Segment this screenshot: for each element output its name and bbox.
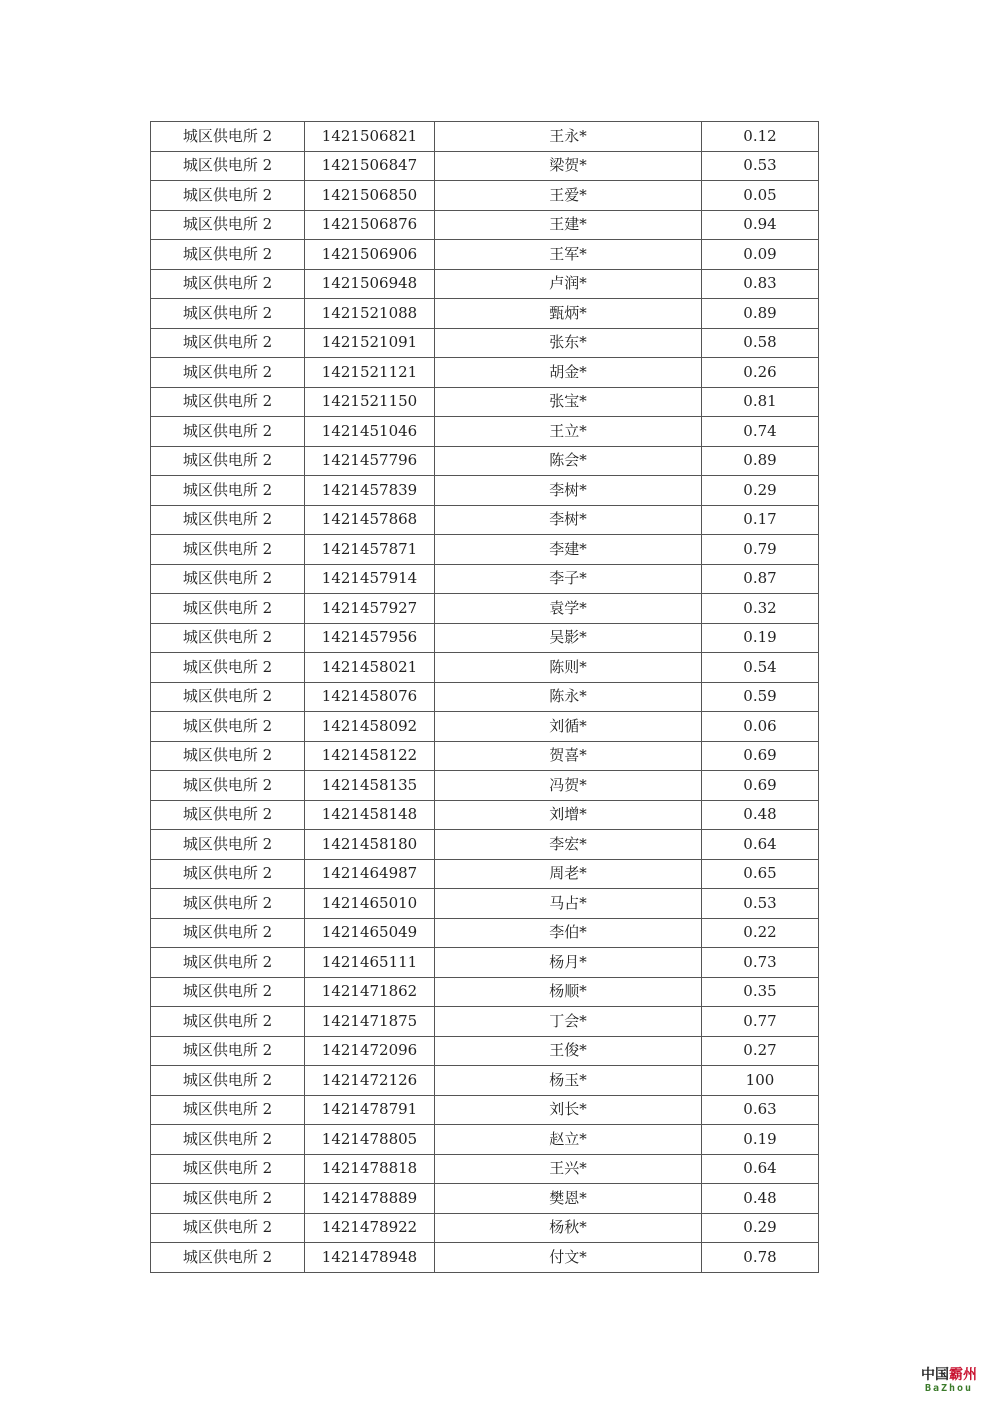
account-number-cell: 1421457868: [305, 505, 435, 535]
amount-cell: 0.94: [702, 210, 819, 240]
customer-name-cell: 王永*: [435, 122, 702, 152]
table-row: [151, 1036, 819, 1066]
amount-cell: 0.32: [702, 594, 819, 624]
station-cell: 城区供电所 2: [151, 269, 305, 299]
account-number-cell: 1421458135: [305, 771, 435, 801]
customer-name-cell: 王俊*: [435, 1036, 702, 1066]
table-row: [151, 918, 819, 948]
station-cell: 城区供电所 2: [151, 299, 305, 329]
customer-name-cell: 冯贺*: [435, 771, 702, 801]
amount-cell: 0.53: [702, 889, 819, 919]
customer-name-cell: 袁学*: [435, 594, 702, 624]
customer-name-cell: 杨月*: [435, 948, 702, 978]
station-cell: 城区供电所 2: [151, 446, 305, 476]
customer-name-cell: 马占*: [435, 889, 702, 919]
station-cell: 城区供电所 2: [151, 594, 305, 624]
station-cell: 城区供电所 2: [151, 800, 305, 830]
table-row: [151, 741, 819, 771]
account-number-cell: 1421457871: [305, 535, 435, 565]
table-row: [151, 476, 819, 506]
watermark-title-bazhou: 霸州: [949, 1367, 977, 1383]
amount-cell: 0.73: [702, 948, 819, 978]
account-number-cell: 1421506821: [305, 122, 435, 152]
table-row: [151, 623, 819, 653]
station-cell: 城区供电所 2: [151, 712, 305, 742]
amount-cell: 0.27: [702, 1036, 819, 1066]
station-cell: 城区供电所 2: [151, 1125, 305, 1155]
amount-cell: 0.48: [702, 800, 819, 830]
table-row: [151, 387, 819, 417]
station-cell: 城区供电所 2: [151, 1154, 305, 1184]
customer-name-cell: 付文*: [435, 1243, 702, 1273]
amount-cell: 0.77: [702, 1007, 819, 1037]
table-row: [151, 1066, 819, 1096]
customer-name-cell: 王兴*: [435, 1154, 702, 1184]
station-cell: 城区供电所 2: [151, 387, 305, 417]
customer-name-cell: 杨秋*: [435, 1213, 702, 1243]
amount-cell: 0.69: [702, 741, 819, 771]
amount-cell: 0.22: [702, 918, 819, 948]
amount-cell: 0.29: [702, 476, 819, 506]
table-row: [151, 1095, 819, 1125]
amount-cell: 0.89: [702, 446, 819, 476]
customer-name-cell: 周老*: [435, 859, 702, 889]
account-number-cell: 1421465049: [305, 918, 435, 948]
account-number-cell: 1421521091: [305, 328, 435, 358]
station-cell: 城区供电所 2: [151, 1213, 305, 1243]
customer-name-cell: 胡金*: [435, 358, 702, 388]
amount-cell: 0.48: [702, 1184, 819, 1214]
table-row: [151, 977, 819, 1007]
account-number-cell: 1421457956: [305, 623, 435, 653]
watermark-title: [914, 1367, 984, 1383]
station-cell: 城区供电所 2: [151, 682, 305, 712]
table-row: [151, 712, 819, 742]
customer-name-cell: 贺喜*: [435, 741, 702, 771]
amount-cell: 0.35: [702, 977, 819, 1007]
table-row: [151, 564, 819, 594]
table-row: [151, 800, 819, 830]
amount-cell: 0.87: [702, 564, 819, 594]
table-row: [151, 682, 819, 712]
customer-name-cell: 刘长*: [435, 1095, 702, 1125]
amount-cell: 0.65: [702, 859, 819, 889]
station-cell: 城区供电所 2: [151, 505, 305, 535]
station-cell: 城区供电所 2: [151, 653, 305, 683]
account-number-cell: 1421458092: [305, 712, 435, 742]
customer-name-cell: 王爱*: [435, 181, 702, 211]
table-row: [151, 653, 819, 683]
customer-name-cell: 王建*: [435, 210, 702, 240]
amount-cell: 0.12: [702, 122, 819, 152]
station-cell: 城区供电所 2: [151, 948, 305, 978]
amount-cell: 0.54: [702, 653, 819, 683]
station-cell: 城区供电所 2: [151, 240, 305, 270]
account-number-cell: 1421464987: [305, 859, 435, 889]
account-number-cell: 1421471875: [305, 1007, 435, 1037]
table-row: [151, 417, 819, 447]
account-number-cell: 1421478948: [305, 1243, 435, 1273]
customer-name-cell: 刘增*: [435, 800, 702, 830]
account-number-cell: 1421478791: [305, 1095, 435, 1125]
station-cell: 城区供电所 2: [151, 1036, 305, 1066]
account-number-cell: 1421457927: [305, 594, 435, 624]
amount-cell: 0.78: [702, 1243, 819, 1273]
station-cell: 城区供电所 2: [151, 328, 305, 358]
amount-cell: 0.09: [702, 240, 819, 270]
table-row: [151, 122, 819, 152]
amount-cell: 0.05: [702, 181, 819, 211]
station-cell: 城区供电所 2: [151, 1007, 305, 1037]
customer-name-cell: 张宝*: [435, 387, 702, 417]
account-number-cell: 1421472126: [305, 1066, 435, 1096]
station-cell: 城区供电所 2: [151, 564, 305, 594]
table-row: [151, 269, 819, 299]
table-row: [151, 859, 819, 889]
table-row: [151, 240, 819, 270]
account-number-cell: 1421478818: [305, 1154, 435, 1184]
account-number-cell: 1421457796: [305, 446, 435, 476]
account-number-cell: 1421458076: [305, 682, 435, 712]
data-table: [150, 121, 819, 1273]
amount-cell: 0.89: [702, 299, 819, 329]
table-row: [151, 1154, 819, 1184]
table-row: [151, 1125, 819, 1155]
customer-name-cell: 刘循*: [435, 712, 702, 742]
table-row: [151, 358, 819, 388]
account-number-cell: 1421521088: [305, 299, 435, 329]
account-number-cell: 1421506850: [305, 181, 435, 211]
table-row: [151, 535, 819, 565]
table-row: [151, 830, 819, 860]
station-cell: 城区供电所 2: [151, 771, 305, 801]
amount-cell: 0.19: [702, 1125, 819, 1155]
amount-cell: 0.19: [702, 623, 819, 653]
amount-cell: 0.79: [702, 535, 819, 565]
customer-name-cell: 王立*: [435, 417, 702, 447]
amount-cell: 0.26: [702, 358, 819, 388]
customer-name-cell: 张东*: [435, 328, 702, 358]
amount-cell: 0.59: [702, 682, 819, 712]
table-row: [151, 299, 819, 329]
station-cell: 城区供电所 2: [151, 918, 305, 948]
station-cell: 城区供电所 2: [151, 210, 305, 240]
customer-name-cell: 李树*: [435, 476, 702, 506]
customer-name-cell: 陈会*: [435, 446, 702, 476]
table-row: [151, 446, 819, 476]
account-number-cell: 1421472096: [305, 1036, 435, 1066]
amount-cell: 0.53: [702, 151, 819, 181]
station-cell: 城区供电所 2: [151, 1184, 305, 1214]
account-number-cell: 1421506906: [305, 240, 435, 270]
account-number-cell: 1421458122: [305, 741, 435, 771]
table-row: [151, 1243, 819, 1273]
station-cell: 城区供电所 2: [151, 859, 305, 889]
customer-name-cell: 赵立*: [435, 1125, 702, 1155]
site-watermark-logo: [914, 1367, 984, 1394]
station-cell: 城区供电所 2: [151, 1243, 305, 1273]
station-cell: 城区供电所 2: [151, 1066, 305, 1096]
station-cell: 城区供电所 2: [151, 122, 305, 152]
account-number-cell: 1421465010: [305, 889, 435, 919]
customer-name-cell: 梁贺*: [435, 151, 702, 181]
customer-name-cell: 甄炳*: [435, 299, 702, 329]
amount-cell: 0.58: [702, 328, 819, 358]
account-number-cell: 1421458148: [305, 800, 435, 830]
station-cell: 城区供电所 2: [151, 417, 305, 447]
watermark-title-china: 中国: [921, 1367, 949, 1383]
customer-name-cell: 丁会*: [435, 1007, 702, 1037]
customer-name-cell: 吴影*: [435, 623, 702, 653]
customer-name-cell: 李树*: [435, 505, 702, 535]
customer-name-cell: 樊恩*: [435, 1184, 702, 1214]
amount-cell: 100: [702, 1066, 819, 1096]
table-row: [151, 1007, 819, 1037]
customer-name-cell: 杨玉*: [435, 1066, 702, 1096]
amount-cell: 0.64: [702, 830, 819, 860]
account-number-cell: 1421458021: [305, 653, 435, 683]
table-row: [151, 771, 819, 801]
station-cell: 城区供电所 2: [151, 623, 305, 653]
table-row: [151, 210, 819, 240]
account-number-cell: 1421458180: [305, 830, 435, 860]
station-cell: 城区供电所 2: [151, 889, 305, 919]
amount-cell: 0.17: [702, 505, 819, 535]
customer-name-cell: 王军*: [435, 240, 702, 270]
account-number-cell: 1421478889: [305, 1184, 435, 1214]
station-cell: 城区供电所 2: [151, 151, 305, 181]
table-body: [151, 122, 819, 1273]
amount-cell: 0.81: [702, 387, 819, 417]
account-number-cell: 1421465111: [305, 948, 435, 978]
account-number-cell: 1421457839: [305, 476, 435, 506]
customer-name-cell: 陈永*: [435, 682, 702, 712]
customer-name-cell: 李建*: [435, 535, 702, 565]
account-number-cell: 1421506876: [305, 210, 435, 240]
customer-name-cell: 陈则*: [435, 653, 702, 683]
amount-cell: 0.63: [702, 1095, 819, 1125]
table-row: [151, 594, 819, 624]
amount-cell: 0.83: [702, 269, 819, 299]
table-row: [151, 1184, 819, 1214]
station-cell: 城区供电所 2: [151, 741, 305, 771]
table-row: [151, 181, 819, 211]
customer-name-cell: 李宏*: [435, 830, 702, 860]
customer-name-cell: 卢润*: [435, 269, 702, 299]
account-number-cell: 1421478922: [305, 1213, 435, 1243]
amount-cell: 0.29: [702, 1213, 819, 1243]
table-row: [151, 948, 819, 978]
table-row: [151, 1213, 819, 1243]
amount-cell: 0.74: [702, 417, 819, 447]
station-cell: 城区供电所 2: [151, 977, 305, 1007]
watermark-pinyin: BaZhou: [924, 1383, 974, 1394]
station-cell: 城区供电所 2: [151, 476, 305, 506]
account-number-cell: 1421471862: [305, 977, 435, 1007]
amount-cell: 0.06: [702, 712, 819, 742]
station-cell: 城区供电所 2: [151, 358, 305, 388]
customer-name-cell: 李伯*: [435, 918, 702, 948]
account-number-cell: 1421451046: [305, 417, 435, 447]
amount-cell: 0.69: [702, 771, 819, 801]
table-row: [151, 889, 819, 919]
customer-name-cell: 李子*: [435, 564, 702, 594]
table-row: [151, 328, 819, 358]
account-number-cell: 1421457914: [305, 564, 435, 594]
station-cell: 城区供电所 2: [151, 181, 305, 211]
station-cell: 城区供电所 2: [151, 1095, 305, 1125]
account-number-cell: 1421478805: [305, 1125, 435, 1155]
account-number-cell: 1421521150: [305, 387, 435, 417]
amount-cell: 0.64: [702, 1154, 819, 1184]
customer-name-cell: 杨顺*: [435, 977, 702, 1007]
table-row: [151, 505, 819, 535]
station-cell: 城区供电所 2: [151, 830, 305, 860]
station-cell: 城区供电所 2: [151, 535, 305, 565]
account-number-cell: 1421506847: [305, 151, 435, 181]
account-number-cell: 1421506948: [305, 269, 435, 299]
table-row: [151, 151, 819, 181]
account-number-cell: 1421521121: [305, 358, 435, 388]
